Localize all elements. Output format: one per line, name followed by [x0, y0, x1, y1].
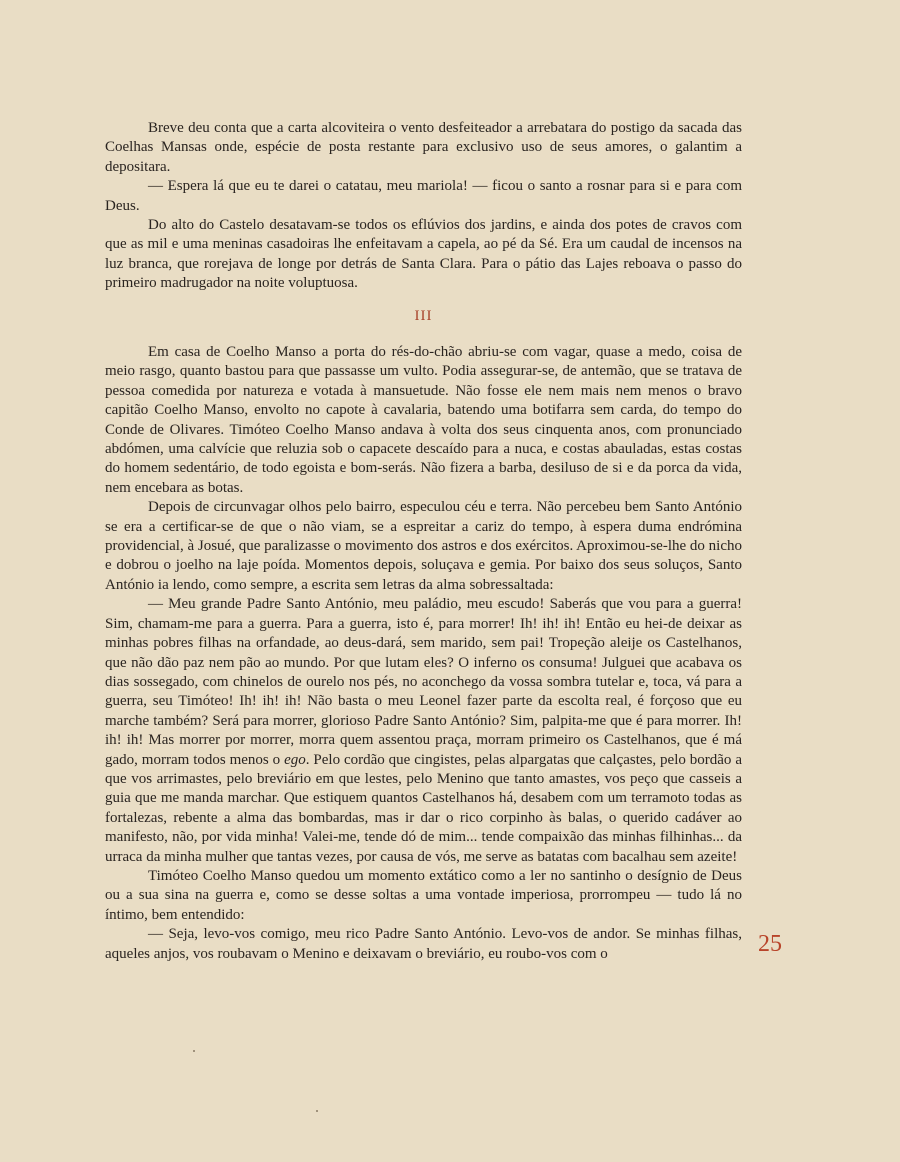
italic-word: ego [284, 751, 306, 768]
intro-text [105, 119, 742, 294]
paragraph: Timóteo Coelho Manso quedou um momento extático como a ler no santinho o desígnio de Deus ou a sua sina na guerra e, como se desse soltas a uma vontade imperiosa, prorrompeu — tudo lá no íntimo, bem entendido: [105, 867, 742, 923]
page-number: 25 [758, 931, 782, 957]
paragraph: — Espera lá que eu te darei o catatau, meu mariola! — ficou o santo a rosnar para si e para com Deus. [105, 178, 742, 214]
paragraph: Do alto do Castelo desatavam-se todos os eflúvios dos jardins, e ainda dos potes de cravos com que as mil e uma meninas casadoiras lhe enfeitavam a capela, ao pé da Sé. Era um caudal de incensos na luz branca, que rorejava de longe por detrás de Santa Clara. Para o pátio das Lajes reboava o passo do primeiro madrugador na noite voluptuosa. [105, 217, 742, 292]
paragraph [105, 595, 742, 867]
paragraph-text: — Meu grande Padre Santo António, meu paládio, meu escudo! Saberás que vou para a guerra! Sim, chamam-me para a guerra. Para a guerra, isto é, para morrer! Ih! ih! ih! Então eu hei-de deixar as minhas pobres filhas na orfandade, ao deus-dará, sem marido, sem pai! Tropeção aleije os Castelhanos, que não dão paz nem pão ao mundo. Por que lutam eles? O inferno os consuma! Julguei que acabava os dias sossegado, com chinelos de ourelo nos pés, no aconchego da vossa sombra tutelar e, toca, vá para a guerra, seu Timóteo! Ih! ih! ih! Não basta o meu Leonel fazer parte da escolta real, é forçoso que eu marche também? Será para morrer, glorioso Padre Santo António? Sim, palpita-me que é para morrer. Ih! ih! ih! Mas morrer por morrer, morra quem assentou praça, morram primeiro os Castelhanos, que é má gado, morram todos menos o [105, 596, 742, 768]
paper-speck [316, 1110, 318, 1112]
paragraph: Em casa de Coelho Manso a porta do rés-do-chão abriu-se com vagar, quase a medo, coisa de meio rasgo, quanto bastou para que passasse um vulto. Podia assegurar-se, de antemão, que se tratava de pessoa comedida por natureza e votada à mansuetude. Não fosse ele nem mais nem menos o bravo capitão Coelho Manso, envolto no capote à cavalaria, batendo uma botifarra sem carda, do tempo do Conde de Olivares. Timóteo Coelho Manso andava à volta dos seus cinquenta anos, com pronunciado abdómen, uma calvície que reluzia sob o capacete descaído para a nuca, e costas abauladas, estas costas do homem sedentário, de todo egoista e bom-serás. Não fizera a barba, desiluso de si e da porca da vida, nem encebara as botas. [105, 344, 742, 496]
paper-speck [193, 1050, 195, 1052]
section-text [105, 343, 742, 964]
paragraph: Depois de circunvagar olhos pelo bairro, especulou céu e terra. Não percebeu bem Santo António se era a certificar-se de que o não viam, se a espreitar a cariz do tempo, à espera duma endrómina providencial, à Josué, que paralizasse o movimento dos astros e dos exércitos. Aproximou-se-lhe do nicho e dobrou o joelho na laje poída. Momentos depois, soluçava e gemia. Por baixo dos seus soluços, Santo António ia lendo, como sempre, a escrita sem letras da alma sobressaltada: [105, 499, 742, 593]
paragraph-text: . Pelo cordão que cingistes, pelas alpargatas que calçastes, pelo bordão a que vos arrimastes, pelo breviário em que lestes, pelo Menino que tanto amastes, vos peço que casseis a guia que me manda marchar. Que estiquem quantos Castelhanos há, desabem com um terramoto todas as fortalezas, rebente a alma das bombardas, mas ir dar o rico corpinho às balas, o querido cadáver ao manifesto, não, por vida minha! Valei-me, tende dó de mim... tende compaixão das minhas filhinhas... da urraca da minha mulher que tantas vezes, por causa de vós, me serve as batatas com bacalhau sem azeite! [105, 751, 742, 865]
paragraph: Breve deu conta que a carta alcoviteira o vento desfeiteador a arrebatara do postigo da sacada das Coelhas Mansas onde, espécie de posta restante para exclusivo uso de seus amores, o galantim a depositara. [105, 120, 742, 175]
section-heading: III [414, 308, 433, 324]
paragraph: — Seja, levo-vos comigo, meu rico Padre Santo António. Levo-vos de andor. Se minhas filhas, aqueles anjos, vos roubavam o Menino e deixavam o breviário, eu roubo-vos com o [105, 926, 742, 962]
